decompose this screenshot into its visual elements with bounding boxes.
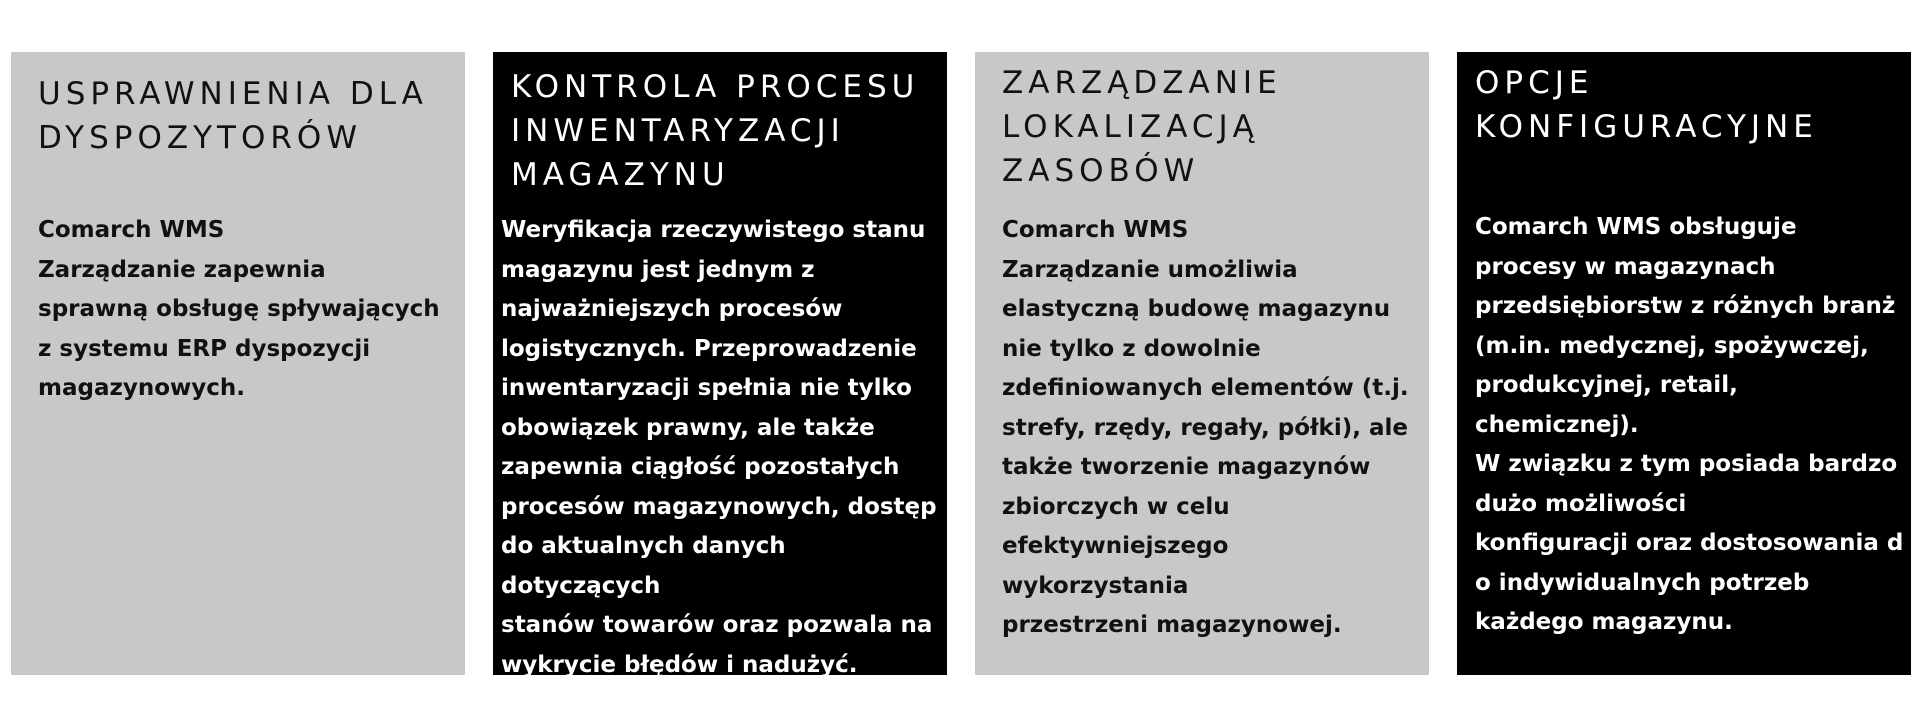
- card-title: OPCJE KONFIGURACYJNE: [1475, 65, 1818, 145]
- feature-card-location-management: [975, 52, 1429, 675]
- card-title: USPRAWNIENIA DLA DYSPOZYTORÓW: [38, 76, 428, 156]
- feature-card-inventory-control: [493, 52, 947, 678]
- card-description: Comarch WMS Zarządzanie umożliwia elastyczną budowę magazynu nie tylko z dowolnie zdefiniowanych elementów (t.j. strefy, rzędy, regały, półki), ale także tworzenie magazynów zbiorczych w celu efektywniejszego wykorzystania przestrzeni magazynowej.: [1002, 217, 1409, 638]
- card-title: KONTROLA PROCESU INWENTARYZACJI MAGAZYNU: [511, 69, 920, 193]
- card-title: ZARZĄDZANIE LOKALIZACJĄ ZASOBÓW: [1002, 65, 1282, 189]
- card-description: Weryfikacja rzeczywistego stanu magazynu jest jednym z najważniejszych procesów logistycznych. Przeprowadzenie inwentaryzacji spełnia nie tylko obowiązek prawny, ale także zapewnia ciągłość pozostałych procesów magazynowych, dostęp do aktualnych danych dotyczących stanów towarów oraz pozwala na wykrycie błędów i nadużyć.: [501, 217, 937, 678]
- card-description: Comarch WMS Zarządzanie zapewnia sprawną obsługę spływających z systemu ERP dyspozycji magazynowych.: [38, 217, 440, 401]
- feature-card-configuration-options: [1457, 52, 1911, 675]
- card-description: Comarch WMS obsługuje procesy w magazynach przedsiębiorstw z różnych branż (m.in. medycznej, spożywczej, produkcyjnej, retail, chemicznej). W związku z tym posiada bardzo dużo możliwości konfiguracji oraz dostosowania d o indywidualnych potrzeb każdego magazynu.: [1475, 214, 1904, 635]
- feature-card-dispatchers: [11, 52, 465, 675]
